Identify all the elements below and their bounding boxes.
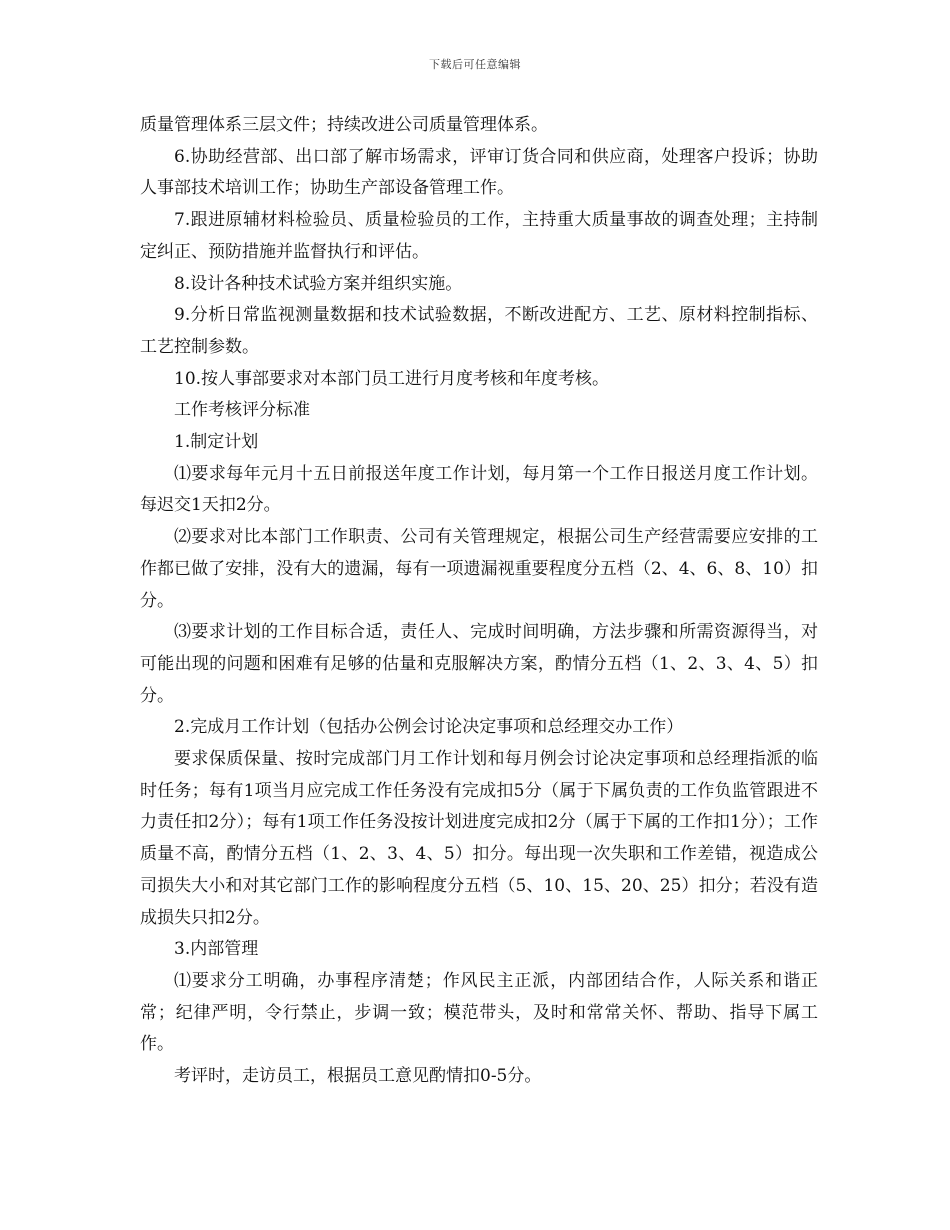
- document-body: [140, 110, 818, 1093]
- paragraph-item-8: 8.设计各种技术试验方案并组织实施。: [174, 273, 463, 294]
- section-heading-scoring: 工作考核评分标准: [174, 400, 310, 421]
- page-header: 下载后可任意编辑: [429, 58, 521, 71]
- paragraph-item-7: 7.跟进原辅材料检验员、质量检验员的工作，主持重大质量事故的调查处理；主持制定纠正、预防措施并监督执行和评估。: [140, 210, 818, 262]
- subheading-planning: 1.制定计划: [174, 432, 259, 453]
- paragraph-planning-3: ⑶要求计划的工作目标合适，责任人、完成时间明确，方法步骤和所需资源得当，对可能出现的问题和困难有足够的估量和克服解决方案，酌情分五档（1、2、3、4、5）扣分。: [140, 622, 818, 706]
- paragraph-planning-2: ⑵要求对比本部门工作职责、公司有关管理规定，根据公司生产经营需要应安排的工作都已做了安排，没有大的遗漏，每有一项遗漏视重要程度分五档（2、4、6、8、10）扣分。: [140, 527, 818, 611]
- paragraph-monthly-plan: 要求保质保量、按时完成部门月工作计划和每月例会讨论决定事项和总经理指派的临时任务；每有1项当月应完成工作任务没有完成扣5分（属于下属负责的工作负监管跟进不力责任扣2分）；每有1项工作任务没按计划进度完成扣2分（属于下属的工作扣1分）；工作质量不高，酌情分五档（1、2、3、4、5）扣分。每出现一次失职和工作差错，视造成公司损失大小和对其它部门工作的影响程度分五档（5、10、15、20、25）扣分；若没有造成损失只扣2分。: [140, 749, 818, 928]
- paragraph-item-10: 10.按人事部要求对本部门员工进行月度考核和年度考核。: [174, 368, 610, 389]
- paragraph-continuation: 质量管理体系三层文件；持续改进公司质量管理体系。: [140, 115, 548, 135]
- paragraph-item-9: 9.分析日常监视测量数据和技术试验数据，不断改进配方、工艺、原材料控制指标、工艺控制参数。: [140, 305, 818, 357]
- paragraph-evaluation: 考评时，走访员工，根据员工意见酌情扣0-5分。: [174, 1066, 542, 1087]
- subheading-monthly-plan: 2.完成月工作计划（包括办公例会讨论决定事项和总经理交办工作）: [174, 717, 684, 738]
- paragraph-planning-1: ⑴要求每年元月十五日前报送年度工作计划，每月第一个工作日报送月度工作计划。每迟交1天扣2分。: [140, 463, 818, 516]
- paragraph-item-6: 6.协助经营部、出口部了解市场需求，评审订货合同和供应商，处理客户投诉；协助人事部技术培训工作；协助生产部设备管理工作。: [140, 146, 818, 199]
- paragraph-internal-1: ⑴要求分工明确，办事程序清楚；作风民主正派，内部团结合作，人际关系和谐正常；纪律严明，令行禁止，步调一致；模范带头，及时和常常关怀、帮助、指导下属工作。: [140, 970, 818, 1055]
- subheading-internal-management: 3.内部管理: [174, 939, 259, 960]
